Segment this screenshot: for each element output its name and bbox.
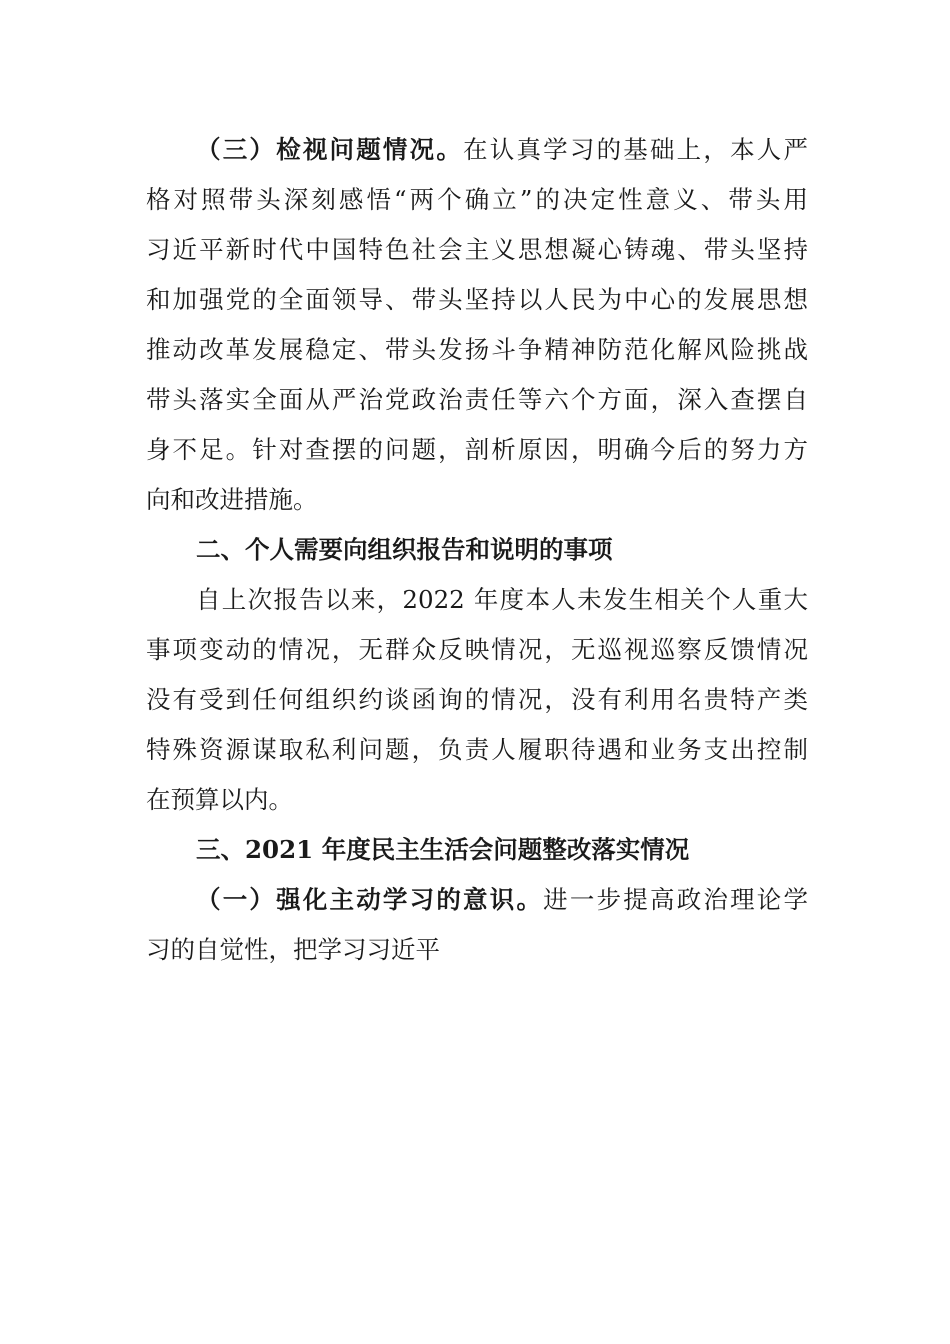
paragraph-line: 没有受到任何组织约谈函询的情况，没有利用名贵特产类	[146, 685, 808, 714]
section-heading: 三、2021 年度民主生活会问题整改落实情况	[196, 835, 690, 864]
paragraph-text: 进一步提高政治理论学	[543, 885, 809, 914]
paragraph-line: 事项变动的情况，无群众反映情况，无巡视巡察反馈情况	[146, 635, 808, 664]
paragraph-line: 习的自觉性，把学习习近平	[146, 935, 440, 964]
paragraph-line: 带头落实全面从严治党政治责任等六个方面，深入查摆自	[146, 385, 808, 414]
paragraph-line: 向和改进措施。	[146, 485, 318, 514]
paragraph-line	[196, 880, 808, 920]
paragraph-text: 在认真学习的基础上，本人严	[463, 135, 809, 164]
paragraph-line: 特殊资源谋取私利问题，负责人履职待遇和业务支出控制	[146, 735, 808, 764]
paragraph-line: 格对照带头深刻感悟“两个确立”的决定性意义、带头用	[146, 185, 808, 214]
paragraph-lead-bold: （一）强化主动学习的意识。	[196, 885, 544, 914]
paragraph-line: 推动改革发展稳定、带头发扬斗争精神防范化解风险挑战	[146, 335, 808, 364]
paragraph-line: 习近平新时代中国特色社会主义思想凝心铸魂、带头坚持	[146, 235, 808, 264]
paragraph-lead-bold: （三）检视问题情况。	[196, 135, 464, 164]
paragraph-line: 在预算以内。	[146, 785, 293, 814]
paragraph-line: 自上次报告以来，2022 年度本人未发生相关个人重大	[196, 585, 808, 614]
paragraph-line: 和加强党的全面领导、带头坚持以人民为中心的发展思想	[146, 285, 808, 314]
paragraph-line	[196, 130, 808, 170]
section-heading: 二、个人需要向组织报告和说明的事项	[196, 535, 613, 564]
paragraph-line: 身不足。针对查摆的问题，剖析原因，明确今后的努力方	[146, 435, 808, 464]
